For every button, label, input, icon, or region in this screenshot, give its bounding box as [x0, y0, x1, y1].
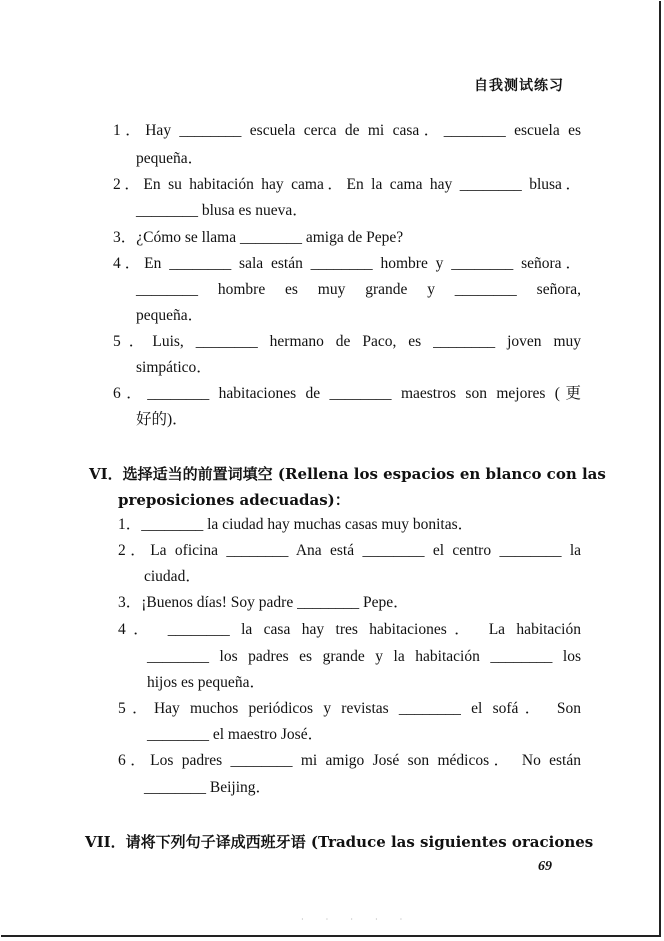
exercise-5-line-3: 2．En su habitación hay cama．En la cama hay ________ blusa． — [113, 176, 581, 193]
exercise-6-line-11: ________ Beijing． — [144, 779, 272, 796]
exercise-6-line-5: 4． ________ la casa hay tres habitaciones． La habitación — [118, 621, 581, 638]
exercise-5-line-2: pequeña． — [136, 150, 204, 167]
section-6-title: VI．选择适当的前置词填空 (Rellena los espacios en blanco con las — [89, 465, 606, 483]
exercise-5-line-12: 好的)． — [136, 411, 188, 428]
exercise-6-line-1: 1．________ la ciudad hay muchas casas muy bonitas． — [118, 516, 474, 533]
section-6-title-cont: preposiciones adecuadas)： — [118, 491, 350, 509]
running-header: 自我测试练习 — [474, 78, 564, 94]
exercise-5-line-1: 1．Hay ________ escuela cerca de mi casa．________ escuela es — [113, 122, 581, 139]
exercise-5-line-4: ________ blusa es nueva． — [136, 202, 308, 219]
exercise-6-line-6: ________ los padres es grande y la habitación ________ los — [147, 648, 581, 665]
exercise-5-line-6: 4．En ________ sala están ________ hombre y ________ señora． — [113, 255, 581, 272]
exercise-6-line-9: ________ el maestro José． — [147, 726, 324, 743]
exercise-5-line-11: 6．________ habitaciones de ________ maestros son mejores (更 — [113, 385, 581, 402]
scan-artifact: · · · · · — [301, 915, 413, 924]
exercise-6-line-4: 3．¡Buenos días! Soy padre ________ Pepe． — [118, 594, 409, 611]
exercise-6-line-2: 2．La oficina ________ Ana está ________ el centro ________ la — [118, 542, 581, 559]
exercise-6-line-3: ciudad． — [144, 568, 201, 585]
exercise-5-line-7: ________ hombre es muy grande y ________ señora, — [136, 281, 581, 298]
section-7-title: VII．请将下列句子译成西班牙语 (Traduce las siguientes oraciones — [85, 833, 594, 851]
exercise-5-line-8: pequeña． — [136, 307, 204, 324]
exercise-5-line-10: simpático． — [136, 359, 212, 376]
exercise-5-line-5: 3．¿Cómo se llama ________ amiga de Pepe? — [113, 229, 404, 246]
exercise-6-line-8: 5．Hay muchos periódicos y revistas ________ el sofá． Son — [118, 700, 581, 717]
exercise-6-line-7: hijos es pequeña． — [147, 674, 265, 691]
page-number: 69 — [538, 859, 552, 874]
document-page — [1, 1, 661, 937]
exercise-5-line-9: 5．Luis, ________ hermano de Paco, es ________ joven muy — [113, 333, 581, 350]
exercise-6-line-10: 6．Los padres ________ mi amigo José son médicos． No están — [118, 752, 581, 769]
